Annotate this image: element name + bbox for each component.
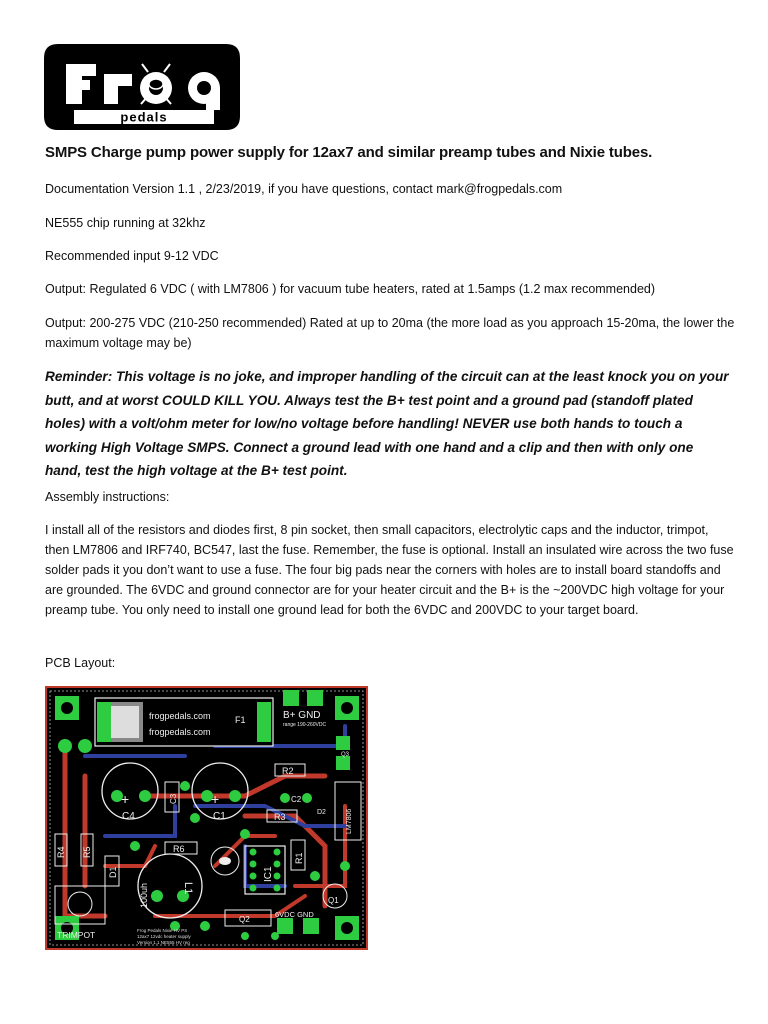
cap-plus-2: + [211, 791, 220, 807]
chip-line: NE555 chip running at 32khz [45, 216, 206, 230]
pcb-layout-image [45, 686, 368, 950]
label-d2: D2 [317, 809, 326, 816]
regulator-label: LM7806 [346, 808, 353, 834]
trimpot-label: TRIMPOT [57, 930, 96, 940]
output-hv-paragraph: Output: 200-275 VDC (210-250 recommended) Rated at up to 20ma (the more load as you approach 15-20ma, the lower the maximum voltage may be) [45, 316, 735, 350]
bplus-gnd-label: B+ GND [283, 710, 321, 721]
label-r5: R5 [82, 846, 92, 858]
label-c1: C1 [213, 811, 226, 822]
label-c4: C4 [122, 811, 135, 822]
document-title: SMPS Charge pump power supply for 12ax7 and similar preamp tubes and Nixie tubes. [45, 144, 653, 161]
label-r1: R1 [294, 852, 304, 864]
credit-line-2: 12ax7 12vdc heater supply [137, 934, 191, 939]
hv-range-label: range 190-260VDC [283, 722, 327, 728]
label-q3: Q3 [341, 752, 350, 758]
label-r4: R4 [56, 846, 66, 858]
warning-paragraph: Reminder: This voltage is no joke, and improper handling of the circuit can at the least knock you on your butt, and at worst COULD KILL YOU. Always test the B+ test point and a ground pad (standoff plated holes) with a volt/ohm meter for low/no voltage before handling! NEVER use both hands to touch a working High Voltage SMPS. Connect a ground lead with one hand and a clip and then with only one hand, test the high voltage at the B+ test point. [45, 369, 729, 478]
label-r6: R6 [173, 844, 185, 854]
inductor-value: 100uh [139, 882, 149, 908]
heater-connector-label: 6VDC GND [275, 910, 314, 919]
label-r2: R2 [282, 766, 294, 776]
pcb-heading: PCB Layout: [45, 656, 116, 670]
label-d1: D1 [108, 866, 118, 878]
inductor-label: L1 [182, 882, 194, 895]
frog-pedals-logo [44, 44, 240, 130]
assembly-paragraph: I install all of the resistors and diodes first, 8 pin socket, then small capacitors, electrolytic caps and the inductor, trimpot, then LM7806 and IRF740, BC547, last the fuse. Remember, the fuse is optional. Install an insulated wire across the two fuse solder pads it you don’t want to use a fuse. The four big pads near the corners with holes are to install board standoffs and are grounded. The 6VDC and ground connector are for your heater circuit and the B+ is the ~200VDC high voltage for your preamp tube. You only need to install one ground lead for both the 6VDC and 200VDC to your target board. [45, 523, 734, 617]
label-q2: Q2 [239, 915, 250, 924]
cap-plus-1: + [121, 791, 130, 807]
label-c3: C3 [169, 793, 178, 804]
label-c2: C2 [291, 795, 302, 804]
input-line: Recommended input 9-12 VDC [45, 249, 219, 263]
ic-label: IC1 [263, 866, 274, 882]
silk-url-1: frogpedals.com [149, 711, 211, 721]
label-q1: Q1 [328, 896, 339, 905]
credit-line-3: Version 1.1 NE555 HV reg [137, 940, 190, 945]
silk-url-2: frogpedals.com [149, 727, 211, 737]
label-r3: R3 [274, 812, 286, 822]
fuse-label: F1 [235, 715, 246, 725]
assembly-heading: Assembly instructions: [45, 490, 170, 504]
logo-subtext: pedals [120, 109, 168, 125]
version-line: Documentation Version 1.1 , 2/23/2019, if you have questions, contact mark@frogpedals.com [45, 182, 563, 196]
output-6v-line: Output: Regulated 6 VDC ( with LM7806 ) for vacuum tube heaters, rated at 1.5amps (1.2 max recommended) [45, 282, 656, 296]
credit-line-1: Frog Pedals Nixie HV PS [137, 928, 188, 933]
